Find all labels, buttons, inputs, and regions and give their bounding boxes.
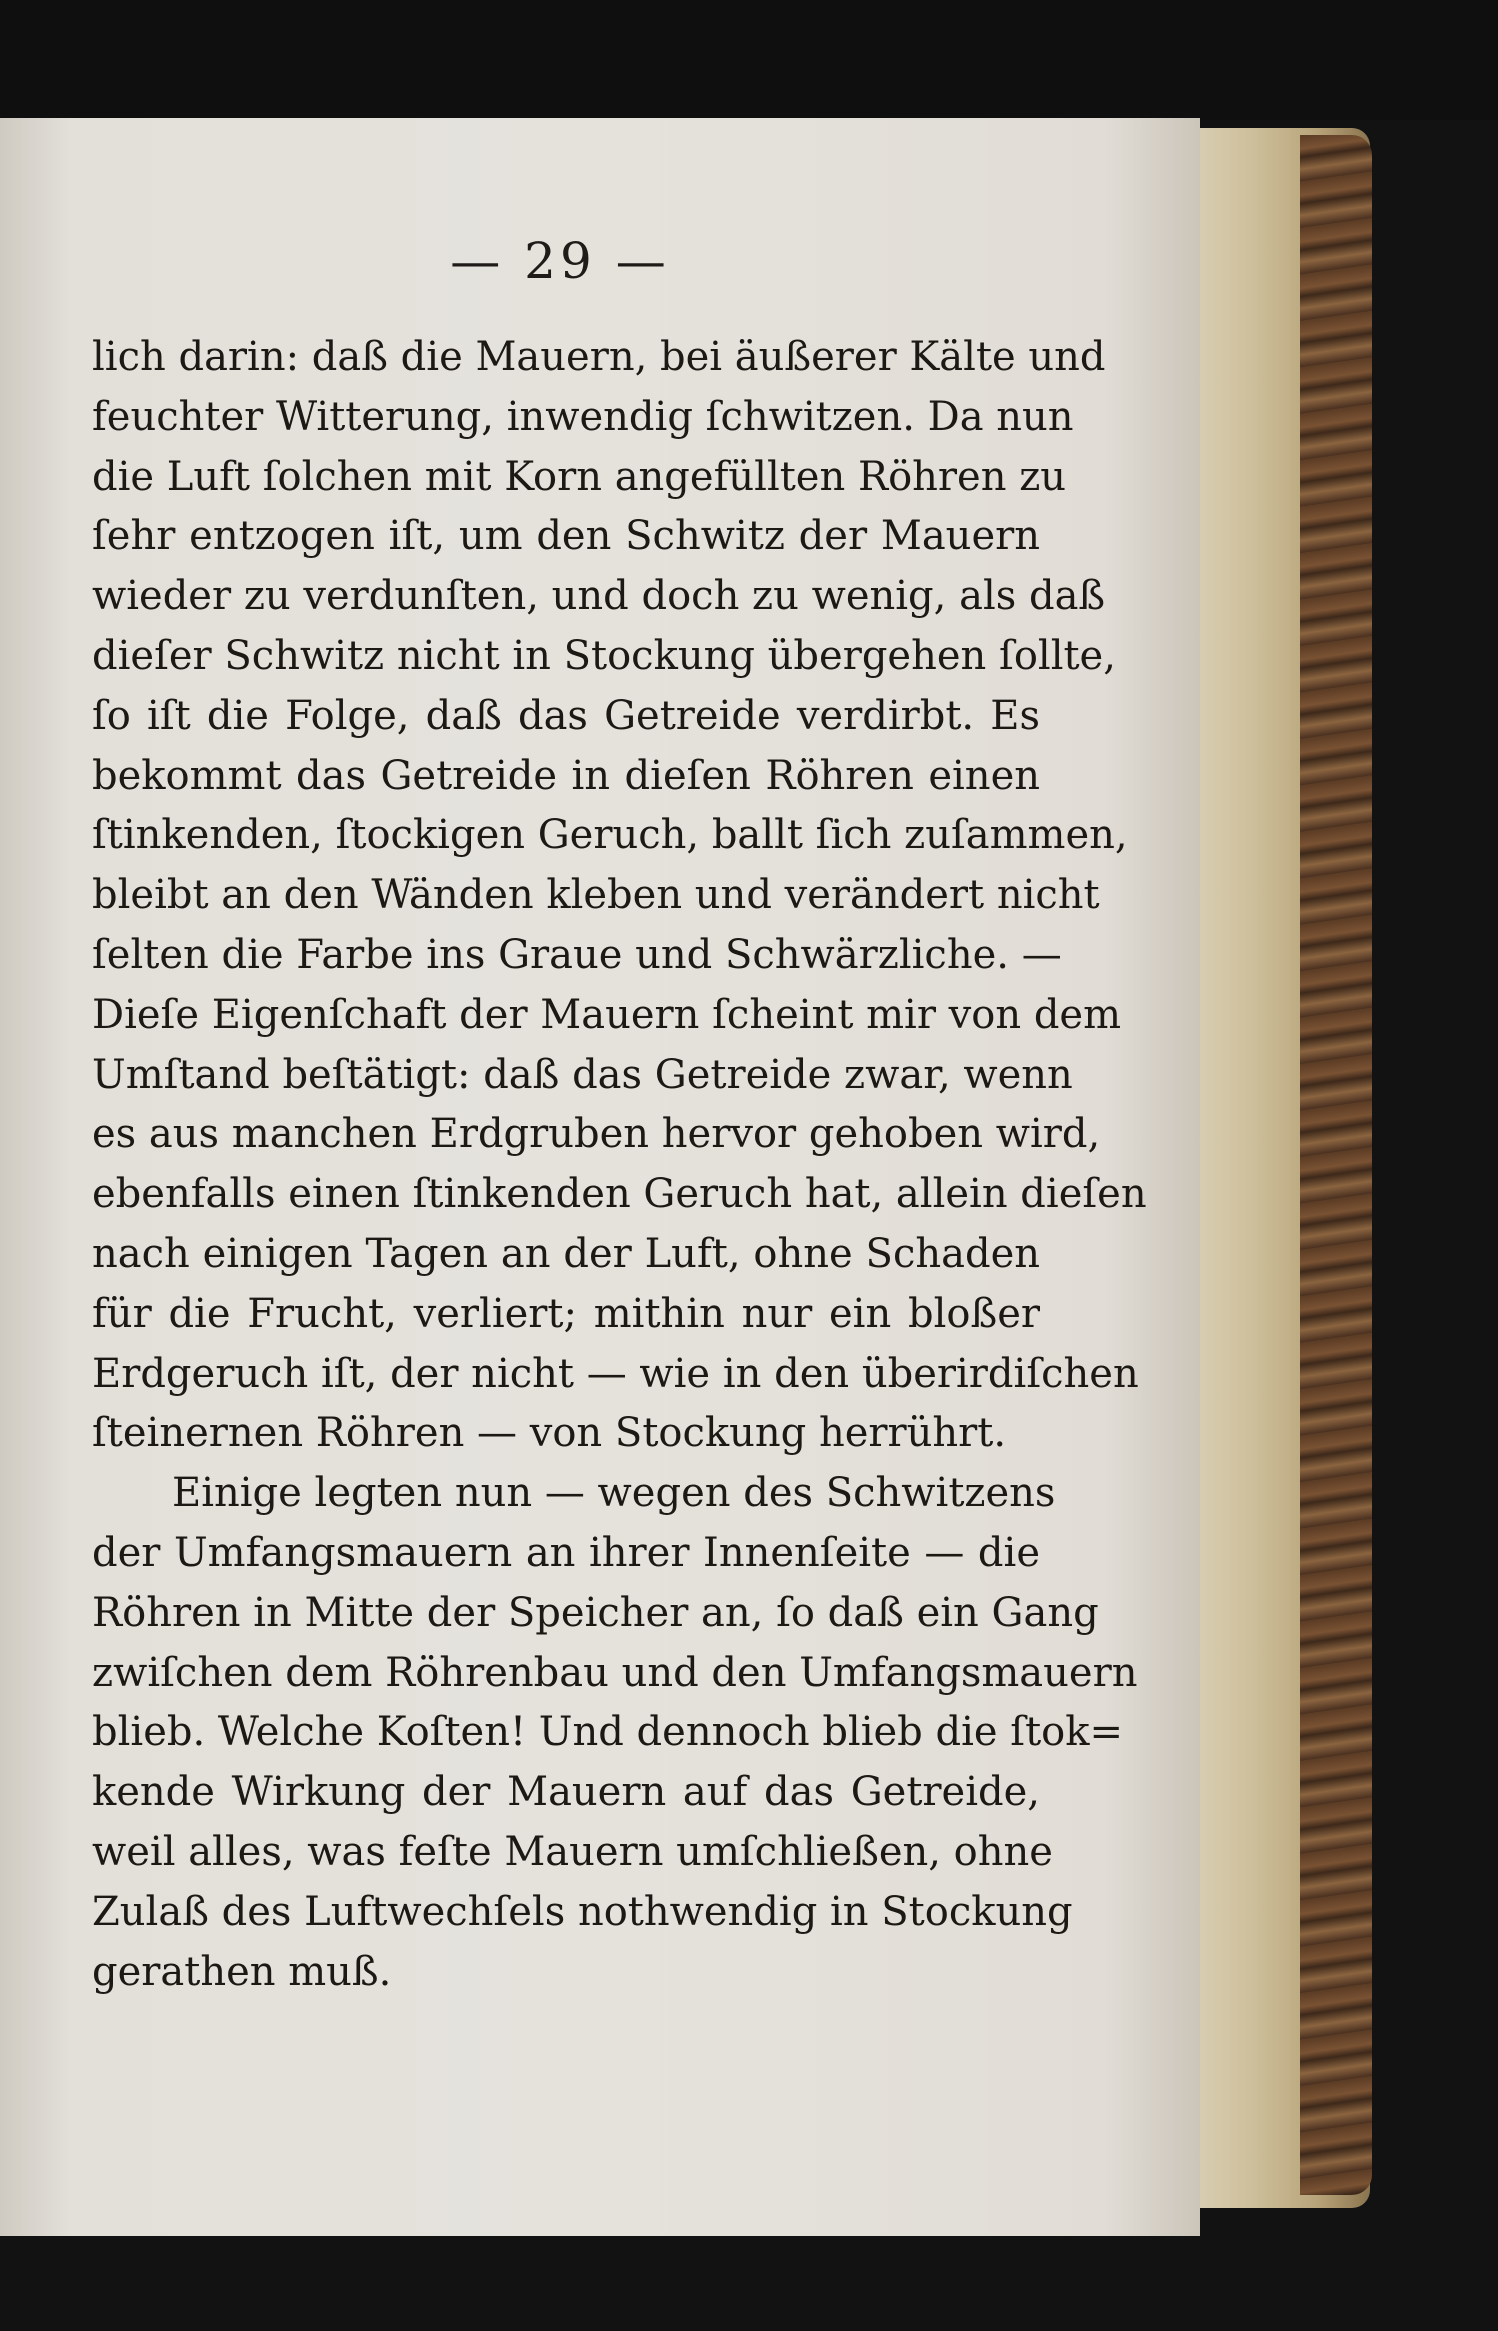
text-line: lich darin: daß die Mauern, bei äußerer Kälte und <box>92 334 1106 380</box>
text-line: dieſer Schwitz nicht in Stockung übergehen ſollte, <box>92 632 1116 679</box>
text-line: feuchter Witterung, inwendig ſchwitzen. Da nun <box>92 393 1074 440</box>
text-line: kende Wirkung der Mauern auf das Getreide, <box>92 1769 1040 1816</box>
text-line: Dieſe Eigenſchaft der Mauern ſcheint mir von dem <box>92 991 1122 1038</box>
text-line: für die Frucht, verliert; mithin nur ein bloßer <box>92 1290 1040 1337</box>
text-line: zwiſchen dem Röhrenbau und den Umfangsmauern <box>92 1649 1138 1696</box>
text-line: nach einigen Tagen an der Luft, ohne Schaden <box>92 1230 1040 1277</box>
dark-background <box>0 0 1498 120</box>
text-line: ſtinkenden, ſtockigen Geruch, ballt ſich zuſammen, <box>92 812 1128 859</box>
text-line: Zulaß des Luftwechſels nothwendig in Stockung <box>92 1888 1073 1935</box>
text-line: Einige legten nun — wegen des Schwitzens <box>172 1470 1056 1517</box>
text-line: bleibt an den Wänden kleben und verändert nicht <box>92 872 1100 919</box>
text-line: ſelten die Farbe ins Graue und Schwärzliche. — <box>92 931 1062 978</box>
text-line: gerathen muß. <box>92 1948 392 1995</box>
text-line: ebenfalls einen ſtinkenden Geruch hat, allein dieſen <box>92 1171 1147 1218</box>
text-line: ſo iſt die Folge, daß das Getreide verdirbt. Es <box>92 692 1040 739</box>
text-line: Umſtand beſtätigt: daß das Getreide zwar, wenn <box>92 1051 1073 1098</box>
text-line: weil alles, was feſte Mauern umſchließen, ohne <box>92 1828 1053 1875</box>
text-line: ſteinernen Röhren — von Stockung herrührt. <box>92 1410 1007 1457</box>
text-line: es aus manchen Erdgruben hervor gehoben wird, <box>92 1111 1101 1158</box>
text-line: bekommt das Getreide in dieſen Röhren einen <box>92 752 1040 799</box>
page-text <box>92 328 1147 2002</box>
text-line: blieb. Welche Koſten! Und dennoch blieb die ſtok= <box>92 1709 1123 1756</box>
text-line: Erdgeruch iſt, der nicht — wie in den überirdiſchen <box>92 1350 1139 1397</box>
text-line: wieder zu verdunſten, und doch zu wenig, als daß <box>92 573 1106 620</box>
text-line: Röhren in Mitte der Speicher an, ſo daß ein Gang <box>92 1589 1099 1636</box>
book-cover-binding <box>1300 135 1372 2195</box>
text-line: die Luft ſolchen mit Korn angefüllten Röhren zu <box>92 453 1067 500</box>
page-number: — 29 — <box>450 232 670 290</box>
text-line: der Umfangsmauern an ihrer Innenſeite — die <box>92 1529 1040 1576</box>
text-line: ſehr entzogen iſt, um den Schwitz der Mauern <box>92 513 1040 560</box>
